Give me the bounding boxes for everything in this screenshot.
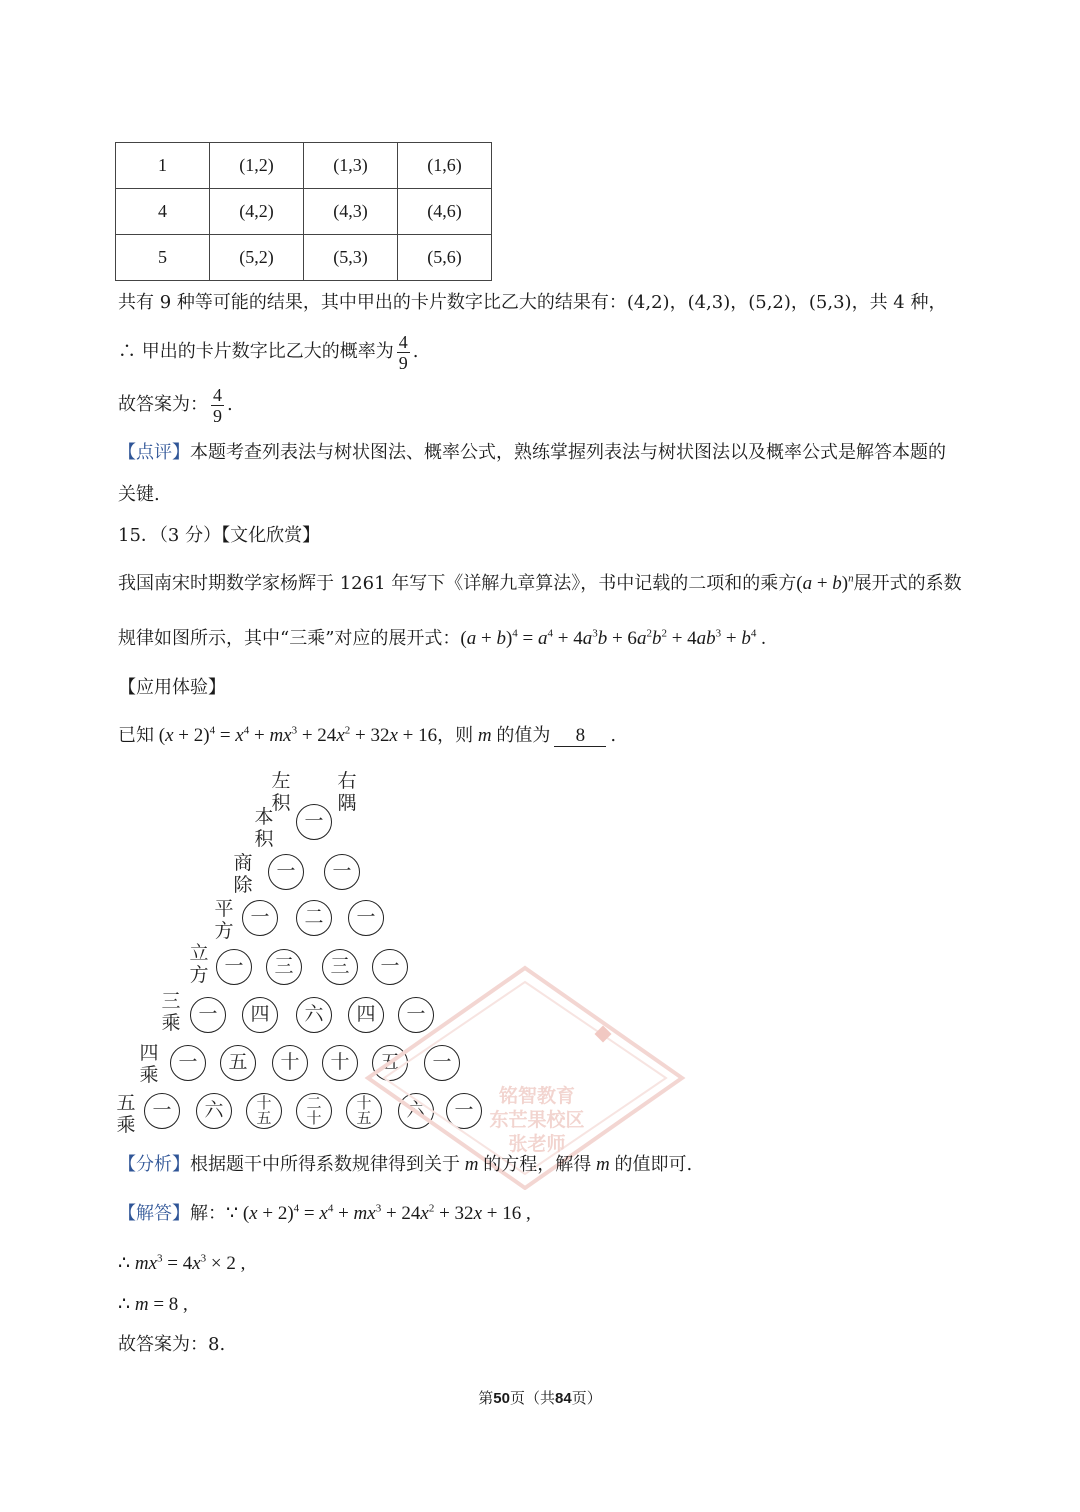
coefficient-circle: 二 十	[296, 1093, 332, 1129]
label-row-1: 商 除	[233, 852, 253, 896]
history-paragraph-line1	[118, 572, 962, 596]
label-row-3: 立 方	[189, 942, 209, 986]
coefficient-circle: 一	[170, 1045, 206, 1081]
history-text-end: 展开式的系数	[853, 573, 962, 594]
coefficient-circle: 十 五	[246, 1093, 282, 1129]
answer-line	[118, 383, 233, 427]
final-answer: 故答案为：8.	[118, 1334, 226, 1355]
coefficient-circle: 十	[322, 1045, 358, 1081]
analysis-line	[118, 1153, 692, 1177]
known-post: ，则	[437, 725, 474, 746]
fraction-denominator: 9	[398, 352, 408, 373]
table-cell: (5,6)	[398, 235, 492, 281]
table-row	[116, 143, 492, 189]
period: .	[610, 725, 617, 746]
label-row-0: 本 积	[254, 806, 274, 850]
coefficient-circle: 十	[272, 1045, 308, 1081]
known-mid: 的值为	[496, 725, 551, 746]
coefficient-circle: 一	[216, 949, 252, 985]
review-line	[118, 441, 946, 465]
footer-pre: 第	[478, 1389, 494, 1407]
coefficient-circle: 一	[398, 997, 434, 1033]
history-text-2: 规律如图所示，其中“三乘”对应的展开式：	[118, 628, 461, 649]
table-cell: (4,6)	[398, 189, 492, 235]
label-row-5: 四 乘	[139, 1042, 159, 1086]
coefficient-circle: 一	[268, 854, 304, 890]
probability-line	[118, 330, 418, 374]
period: .	[227, 394, 233, 415]
solution-step-2: ∴ m = 8 ,	[118, 1294, 188, 1315]
question-15-heading: 15．（3 分）【文化欣赏】	[118, 525, 321, 546]
coefficient-circle: 六	[398, 1093, 434, 1129]
table-cell: (4,3)	[304, 189, 398, 235]
known-equation-line	[118, 724, 616, 748]
table-cell: 1	[116, 143, 210, 189]
coefficient-circle: 一	[424, 1045, 460, 1081]
probability-text: ∴ 甲出的卡片数字比乙大的概率为	[118, 341, 394, 362]
coefficient-circle: 一	[296, 804, 332, 840]
variable-m: m	[473, 725, 497, 746]
table-cell: (1,6)	[398, 143, 492, 189]
footer-post: 页）	[571, 1389, 602, 1407]
table-cell: (5,2)	[210, 235, 304, 281]
watermark-line3: 张老师	[508, 1133, 566, 1155]
coefficient-circle: 一	[324, 854, 360, 890]
table-cell: (1,2)	[210, 143, 304, 189]
coefficient-circle: 五	[220, 1045, 256, 1081]
analysis-text-3: 的值即可.	[614, 1154, 693, 1175]
solution-line	[118, 1202, 531, 1226]
fraction-denominator: 9	[213, 405, 222, 426]
coefficient-circle: 二	[296, 900, 332, 936]
label-right-corner: 右 隅	[337, 770, 357, 814]
variable-m: m	[460, 1154, 484, 1175]
coefficient-circle: 三	[322, 949, 358, 985]
watermark-line2: 东芒果校区	[489, 1109, 585, 1131]
table-cell: (4,2)	[210, 189, 304, 235]
label-row-6: 五 乘	[116, 1092, 136, 1136]
label-row-4: 三 乘	[161, 990, 181, 1034]
table-row	[116, 189, 492, 235]
answer-fraction	[211, 385, 224, 426]
apply-heading: 【应用体验】	[118, 677, 226, 698]
table-row	[116, 235, 492, 281]
coefficient-circle: 六	[296, 997, 332, 1033]
probability-fraction	[397, 332, 410, 373]
watermark-line1: 铭智教育	[498, 1085, 575, 1107]
answer-blank: 8	[554, 726, 606, 747]
analysis-text-2: 的方程，解得	[483, 1154, 592, 1175]
label-row-2: 平 方	[214, 898, 234, 942]
review-text: 本题考查列表法与树状图法、概率公式，熟练掌握列表法与树状图法以及概率公式是解答本题的	[190, 442, 946, 463]
history-paragraph-line2	[118, 627, 766, 651]
binomial-expression: $(a + b)^n$	[796, 572, 854, 594]
footer-mid: 页（共	[509, 1389, 555, 1407]
fraction-numerator: 4	[213, 384, 222, 405]
coefficient-circle: 一	[446, 1093, 482, 1129]
coefficient-circle: 五	[372, 1045, 408, 1081]
review-line-2: 关键.	[118, 484, 160, 505]
coefficient-circle: 六	[196, 1093, 232, 1129]
coefficient-circle: 一	[372, 949, 408, 985]
table-cell: 5	[116, 235, 210, 281]
coefficient-circle: 一	[190, 997, 226, 1033]
page-footer	[0, 1387, 1080, 1408]
answer-label: 故答案为：	[118, 394, 208, 415]
table-cell: (5,3)	[304, 235, 398, 281]
variable-m: m	[591, 1154, 615, 1175]
coefficient-circle: 四	[348, 997, 384, 1033]
coefficient-circle: 十 五	[346, 1093, 382, 1129]
solution-equation: ∵ $(x + 2)^4 = x^4 + mx^3 + 24x^2 + 32x + 16$ ,	[226, 1202, 531, 1224]
table-cell: (1,3)	[304, 143, 398, 189]
analysis-tag: 【分析】	[118, 1154, 190, 1175]
result-count-line: 共有 9 种等可能的结果，其中甲出的卡片数字比乙大的结果有：(4,2)，(4,3)，(5,2)，(5,3)，共 4 种，	[118, 292, 947, 313]
known-equation: $(x + 2)^4 = x^4 + mx^3 + 24x^2 + 32x + 16$	[154, 724, 438, 746]
history-text: 我国南宋时期数学家杨辉于 1261 年写下《详解九章算法》，书中记载的二项和的乘方	[118, 573, 797, 594]
solution-text: 解：	[190, 1203, 226, 1224]
total-pages: 84	[555, 1390, 572, 1407]
analysis-text: 根据题干中所得系数规律得到关于	[190, 1154, 460, 1175]
outcome-table	[115, 142, 492, 281]
coefficient-circle: 一	[144, 1093, 180, 1129]
known-label: 已知	[118, 725, 154, 746]
coefficient-circle: 一	[242, 900, 278, 936]
solution-tag: 【解答】	[118, 1203, 190, 1224]
period: .	[412, 341, 419, 362]
label-left-product: 左 积	[271, 770, 291, 814]
coefficient-circle: 一	[348, 900, 384, 936]
review-tag: 【点评】	[118, 442, 190, 463]
coefficient-circle: 四	[242, 997, 278, 1033]
table-cell: 4	[116, 189, 210, 235]
expansion-formula: $(a + b)^4 = a^4 + 4a^3b + 6a^2b^2 + 4ab^3 + b^4$ .	[460, 627, 766, 649]
fraction-numerator: 4	[398, 331, 408, 352]
coefficient-circle: 三	[266, 949, 302, 985]
page-number: 50	[493, 1390, 510, 1407]
solution-step-1: ∴ $mx^3 = 4x^3 \times 2$ ,	[118, 1252, 246, 1274]
